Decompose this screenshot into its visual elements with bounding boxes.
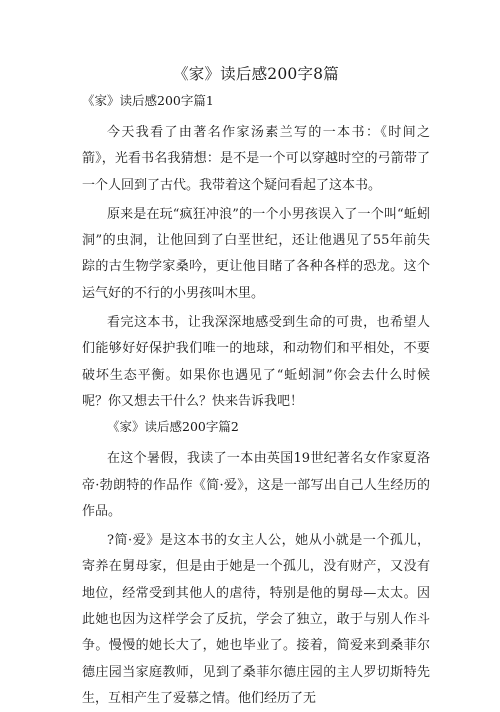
section-1-heading: 《家》读后感200字篇1 [82,93,214,108]
section-1-paragraph-3: 看完这本书，让我深深地感受到生命的可贵，也希望人们能够好好保护我们唯一的地球，和动物们和平相处，不要破坏生态平衡。如果你也遇见了“蚯蚓洞”你会去什么时候呢？你又想去干什么？快来告诉我吧！ [82,315,430,409]
section-2-heading: 《家》读后感200字篇2 [107,419,239,435]
document-title: 《家》读后感200字8篇 [173,65,339,83]
section-1-paragraph-1: 今天我看了由著名作家汤素兰写的一本书：《时间之箭》，光看书名我猜想：是不是一个可以穿越时空的弓箭带了一个人回到了古代。我带着这个疑问看起了这本书。 [82,125,430,193]
section-2-paragraph-1: 在这个暑假，我读了一本由英国19世纪著名女作家夏洛帝·勃朗特的作品作《简·爱》，这是一部写出自己人生经历的作品。 [82,451,430,519]
section-2-paragraph-2: ?简·爱》是这本书的女主人公，她从小就是一个孤儿，寄养在舅母家，但是由于她是一个孤儿，没有财产，又没有地位，经常受到其他人的虐待，特别是他的舅母—太太。因此她也因为这样学会了反抗，学会了独立，敢于与别人作斗争。慢慢的她长大了，她也毕业了。接着，简爱来到桑菲尔德庄园当家庭教师，见到了桑菲尔德庄园的主人罗切斯特先生，互相产生了爱慕之情。他们经历了无 [82,533,430,706]
section-1 [82,92,430,415]
section-2 [82,418,430,712]
section-1-paragraph-2: 原来是在玩“疯狂冲浪”的一个小男孩误入了一个叫“蚯蚓洞”的虫洞，让他回到了白垩世纪，还让他遇见了55年前失踪的古生物学家桑吟，更让他目睹了各种各样的恐龙。这个运气好的不行的小男孩叫木里。 [82,206,430,301]
